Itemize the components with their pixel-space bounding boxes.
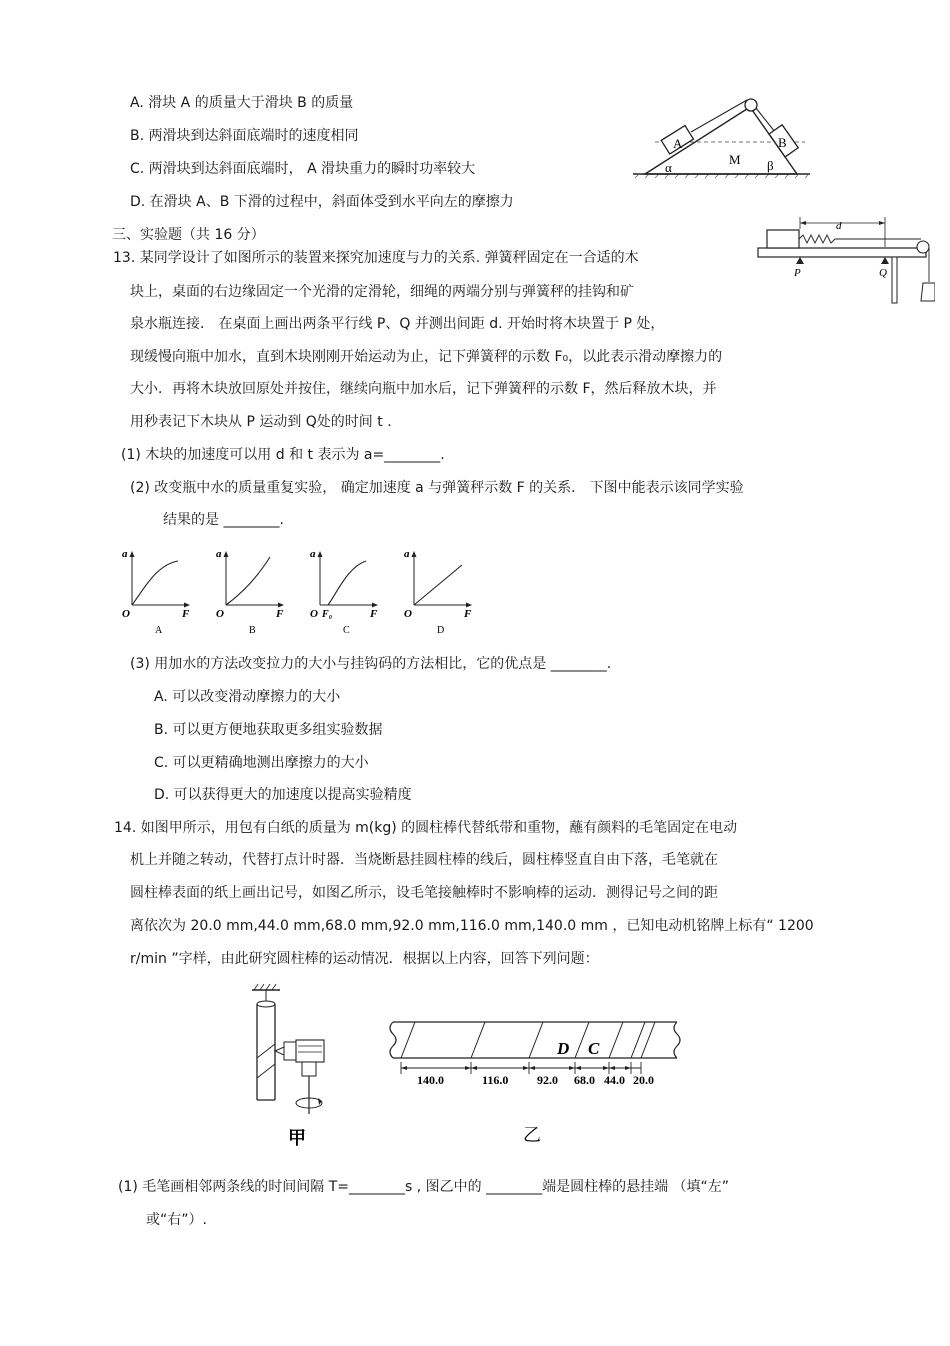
section3-title: 三、实验题（共 16 分） [112,227,265,243]
q14-line-1: 14. 如图甲所示，用包有白纸的质量为 m(kg) 的圆柱棒代替纸带和重物，蘸有颜料的毛笔固定在电动 [114,820,738,836]
figure-jia [240,980,350,1150]
mark-d-label: D [557,1039,570,1058]
q14-line-4: 离依次为 20.0 mm,44.0 mm,68.0 mm,92.0 mm,116.0 mm,140.0 mm ，已知电动机铭牌上标有“ 1200 [130,918,814,934]
graph-c-y-label: a [310,548,316,560]
q12-option-b: B. 两滑块到达斜面底端时的速度相同 [130,128,359,144]
q14-sub1-line2: 或“右”）. [146,1212,207,1228]
q13-line-6: 用秒表记下木块从 P 运动到 Q处的时间 t . [130,414,392,430]
angle-beta-label: β [767,158,774,173]
q13-sub3-option-b: B. 可以更方便地获取更多组实验数据 [154,722,383,738]
segment-label-3: 92.0 [537,1073,558,1087]
graph-d-x-label: F [464,608,472,620]
q12-option-c: C. 两滑块到达斜面底端时， A 滑块重力的瞬时功率较大 [130,161,476,177]
graph-a-origin-label: O [122,608,130,620]
q13-sub3-option-d: D. 可以获得更大的加速度以提高实验精度 [154,787,412,803]
graph-a-y-label: a [122,548,128,560]
q14-line-3: 圆柱棒表面的纸上画出记号，如图乙所示，设毛笔接触棒时不影响棒的运动．测得记号之间的距 [130,885,718,901]
line-p-label: P [794,267,801,279]
graph-c-x-label: F [370,608,378,620]
segment-label-1: 140.0 [417,1073,444,1087]
block-a-label: A [673,136,683,151]
q14-line-2: 机上并随之转动，代替打点计时器．当烧断悬挂圆柱棒的线后，圆柱棒竖直自由下落，毛笔就在 [130,852,718,868]
q13-graph-options [118,545,488,640]
q12-option-a: A. 滑块 A 的质量大于滑块 B 的质量 [130,95,354,111]
graph-d [404,548,472,636]
graph-b [216,548,284,636]
q13-sub2-line1: (2) 改变瓶中水的质量重复实验， 确定加速度 a 与弹簧秤示数 F 的关系． 下图中能表示该同学实验 [130,480,744,496]
q13-line-3: 泉水瓶连接． 在桌面上画出两条平行线 P、Q 并测出间距 d. 开始时将木块置于 P 处， [130,316,665,332]
q13-sub3-option-a: A. 可以改变滑动摩擦力的大小 [154,689,341,705]
q13-sub3: (3) 用加水的方法改变拉力的大小与挂钩码的方法相比，它的优点是 ________. [130,656,612,672]
incline-figure [625,92,815,187]
q13-line-5: 大小．再将木块放回原处并按住，继续向瓶中加水后，记下弹簧秤的示数 F，然后释放木块，并 [130,381,717,397]
segment-label-6: 20.0 [633,1073,654,1087]
graph-c [310,548,378,636]
line-q-label: Q [879,267,887,279]
graph-a-letter: A [155,625,163,636]
q13-sub1: (1) 木块的加速度可以用 d 和 t 表示为 a=________. [121,447,445,463]
graph-b-origin-label: O [216,608,224,620]
segment-label-4: 68.0 [574,1073,595,1087]
figure-yi-caption: 乙 [523,1125,541,1145]
wedge-m-label: M [729,152,741,167]
graph-a [122,548,190,636]
figure-yi [385,1012,695,1147]
graph-c-letter: C [343,625,350,636]
graph-d-origin-label: O [404,608,412,620]
graph-b-letter: B [249,625,256,636]
block-b-label: B [778,135,787,150]
graph-c-origin-label: O [310,608,318,620]
q13-line-2: 块上，桌面的右边缘固定一个光滑的定滑轮，细绳的两端分别与弹簧秤的挂钩和矿 [130,284,634,300]
graph-a-x-label: F [182,608,190,620]
q13-line-4: 现缓慢向瓶中加水，直到木块刚刚开始运动为止，记下弹簧秤的示数 F₀，以此表示滑动摩擦力的 [130,349,723,365]
q13-apparatus-figure [755,215,935,307]
graph-c-f0-label: F₀ [322,609,333,620]
graph-d-letter: D [437,625,445,636]
segment-label-5: 44.0 [604,1073,625,1087]
graph-b-y-label: a [216,548,222,560]
q13-sub3-option-c: C. 可以更精确地测出摩擦力的大小 [154,755,369,771]
graph-d-y-label: a [404,548,410,560]
q14-line-5: r/min ”字样，由此研究圆柱棒的运动情况．根据以上内容，回答下列问题： [130,951,599,967]
distance-d-label: d [836,220,842,232]
segment-label-2: 116.0 [482,1073,509,1087]
graph-b-x-label: F [276,608,284,620]
q12-option-d: D. 在滑块 A、B 下滑的过程中，斜面体受到水平向左的摩擦力 [130,194,514,210]
q13-line-1: 13. 某同学设计了如图所示的装置来探究加速度与力的关系. 弹簧秤固定在一合适的木 [113,250,639,266]
figure-jia-caption: 甲 [288,1128,306,1148]
q13-sub2-line2: 结果的是 ________. [163,512,284,528]
angle-alpha-label: α [665,160,672,175]
mark-c-label: C [588,1039,600,1058]
q14-sub1-line1: (1) 毛笔画相邻两条线的时间间隔 T=________s , 图乙中的 ________端是圆柱棒的悬挂端 （填“左” [118,1179,730,1195]
